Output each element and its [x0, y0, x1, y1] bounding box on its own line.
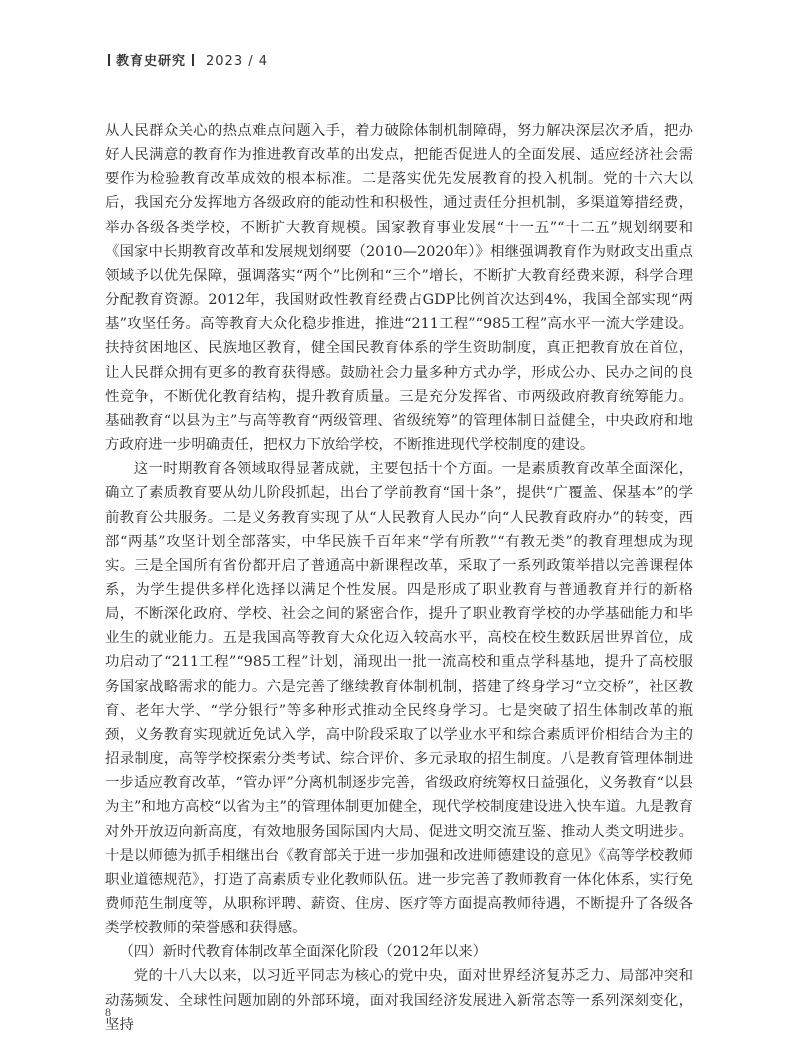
article-body	[105, 119, 693, 1037]
header-bar-right	[192, 54, 194, 66]
running-header	[102, 50, 268, 69]
paragraph-achievements: 这一时期教育各领域取得显著成就，主要包括十个方面。一是素质教育改革全面深化，确立了素质教育要从幼儿阶段抓起，出台了学前教育“国十条”，提供“广覆盖、保基本”的学前教育公共服务。二是义务教育实现了从“人民教育人民办”向“人民教育政府办”的转变，西部“两基”攻坚计划全部落实，中华民族千百年来“学有所教”“有教无类”的教育理想成为现实。三是全国所有省份都开启了普通高中新课程改革，采取了一系列政策举措以完善课程体系，为学生提供多样化选择以满足个性发展。四是形成了职业教育与普通教育并行的新格局，不断深化政府、学校、社会之间的紧密合作，提升了职业教育学校的办学基础能力和毕业生的就业能力。五是我国高等教育大众化迈入较高水平，高校在校生数跃居世界首位，成功启动了“211工程”“985工程”计划，涌现出一批一流高校和重点学科基地，提升了高校服务国家战略需求的能力。六是完善了继续教育体制机制，搭建了终身学习“立交桥”，社区教育、老年大学、“学分银行”等多种形式推动全民终身学习。七是突破了招生体制改革的瓶颈，义务教育实现就近免试入学，高中阶段采取了以学业水平和综合素质评价相结合为主的招录制度，高等学校探索分类考试、综合评价、多元录取的招生制度。八是教育管理体制进一步适应教育改革，“管办评”分离机制逐步完善，省级政府统筹权日益强化，义务教育“以县为主”和地方高校“以省为主”的管理体制更加健全，现代学校制度建设进入快车道。九是教育对外开放迈向新高度，有效地服务国际国内大局、促进文明交流互鉴、推动人类文明进步。十是以师德为抓手相继出台《教育部关于进一步加强和改进师德建设的意见》《高等学校教师职业道德规范》，打造了高素质专业化教师队伍。进一步完善了教师教育一体化体系，实行免费师范生制度等，从职称评聘、薪资、住房、医疗等方面提高教师待遇，不断提升了各级各类学校教师的荣誉感和获得感。	[105, 461, 693, 937]
header-bar-left	[108, 54, 110, 66]
section-subheading: （四）新时代教育体制改革全面深化阶段（2012年以来）	[119, 944, 487, 961]
page-number: 8	[105, 1005, 111, 1019]
paragraph-new-era: 党的十八大以来，以习近平同志为核心的党中央，面对世界经济复苏乏力、局部冲突和动荡频发、全球性问题加剧的外部环境，面对我国经济发展进入新常态等一系列深刻变化，坚持	[105, 968, 693, 1033]
journal-title: 教育史研究	[116, 54, 187, 69]
paragraph-continued: 从人民群众关心的热点难点问题入手，着力破除体制机制障碍，努力解决深层次矛盾，把办好人民满意的教育作为推进教育改革的出发点，把能否促进人的全面发展、适应经济社会需要作为检验教育改革成效的根本标准。二是落实优先发展教育的投入机制。党的十六大以后，我国充分发挥地方各级政府的能动性和积极性，通过责任分担机制，多渠道筹措经费，举办各级各类学校，不断扩大教育规模。国家教育事业发展“十一五”“十二五”规划纲要和《国家中长期教育改革和发展规划纲要（2010—2020年）》相继强调教育作为财政支出重点领域予以优先保障，强调落实“两个”比例和“三个”增长，不断扩大教育经费来源，科学合理分配教育资源。2012年，我国财政性教育经费占GDP比例首次达到4%，我国全部实现“两基”攻坚任务。高等教育大众化稳步推进，推进“211工程”“985工程”高水平一流大学建设。扶持贫困地区、民族地区教育，健全国民教育体系的学生资助制度，真正把教育放在首位，让人民群众拥有更多的教育获得感。鼓励社会力量多种方式办学，形成公办、民办之间的良性竞争，不断优化教育结构，提升教育质量。三是充分发挥省、市两级政府教育统筹能力。基础教育“以县为主”与高等教育“两级管理、省级统筹”的管理体制日益健全，中央政府和地方政府进一步明确责任，把权力下放给学校，不断推进现代学校制度的建设。	[105, 123, 693, 454]
issue-number: 2023 / 4	[206, 54, 269, 69]
